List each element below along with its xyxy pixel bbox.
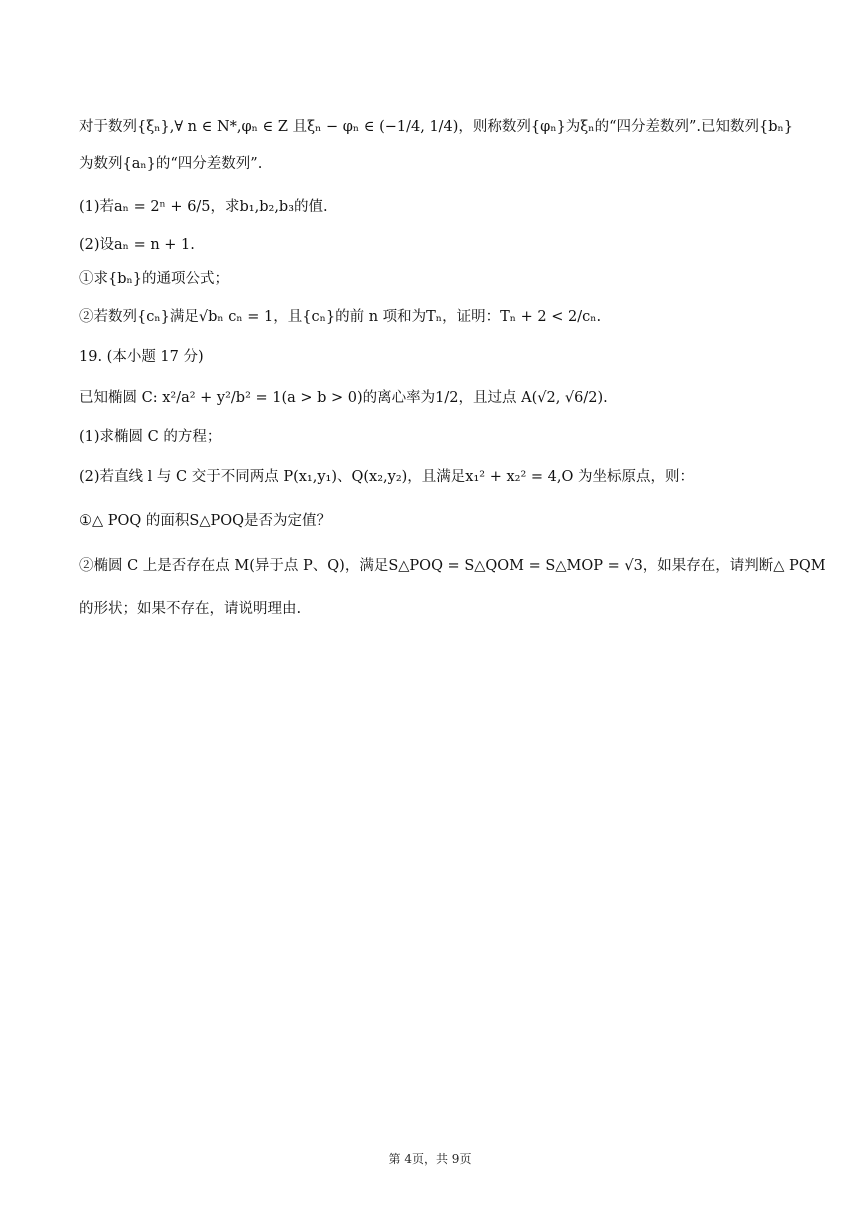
problem19-part1: (1)求椭圆 C 的方程；: [79, 429, 222, 445]
problem18-part2: (2)设aₙ = n + 1.: [79, 237, 195, 253]
problem19-stem: 已知椭圆 C: x²/a² + y²/b² = 1(a > b > 0)的离心率为1/2，且过点 A(√2, √6/2).: [79, 390, 608, 406]
problem18-stem-line2: 为数列{aₙ}的“四分差数列”.: [79, 156, 263, 172]
problem18-part1: (1)若aₙ = 2ⁿ + 6/5，求b₁,b₂,b₃的值.: [79, 199, 328, 215]
problem18-part2-sub2: ②若数列{cₙ}满足√bₙ cₙ = 1，且{cₙ}的前 n 项和为Tₙ，证明：Tₙ + 2 < 2/cₙ.: [79, 309, 602, 325]
problem19-part2-sub2-line2: 的形状；如果不存在，请说明理由.: [79, 601, 302, 617]
problem19-part2-sub2-line1: ②椭圆 C 上是否存在点 M(异于点 P、Q)，满足S△POQ = S△QOM = S△MOP = √3，如果存在，请判断△ PQM: [79, 558, 826, 574]
page-footer: 第 4页，共 9页: [388, 1152, 472, 1166]
problem18-stem-line1: 对于数列{ξₙ},∀ n ∈ N*,φₙ ∈ Z 且ξₙ − φₙ ∈ (−1/4, 1/4)，则称数列{φₙ}为ξₙ的“四分差数列”.已知数列{bₙ}: [79, 119, 794, 135]
problem19-heading: 19. (本小题 17 分): [79, 349, 204, 365]
problem19-part2: (2)若直线 l 与 C 交于不同两点 P(x₁,y₁)、Q(x₂,y₂)，且满足x₁² + x₂² = 4,O 为坐标原点，则：: [79, 469, 694, 485]
problem18-part2-sub1: ①求{bₙ}的通项公式；: [79, 271, 230, 287]
problem19-part2-sub1: ①△ POQ 的面积S△POQ是否为定值？: [79, 513, 332, 529]
